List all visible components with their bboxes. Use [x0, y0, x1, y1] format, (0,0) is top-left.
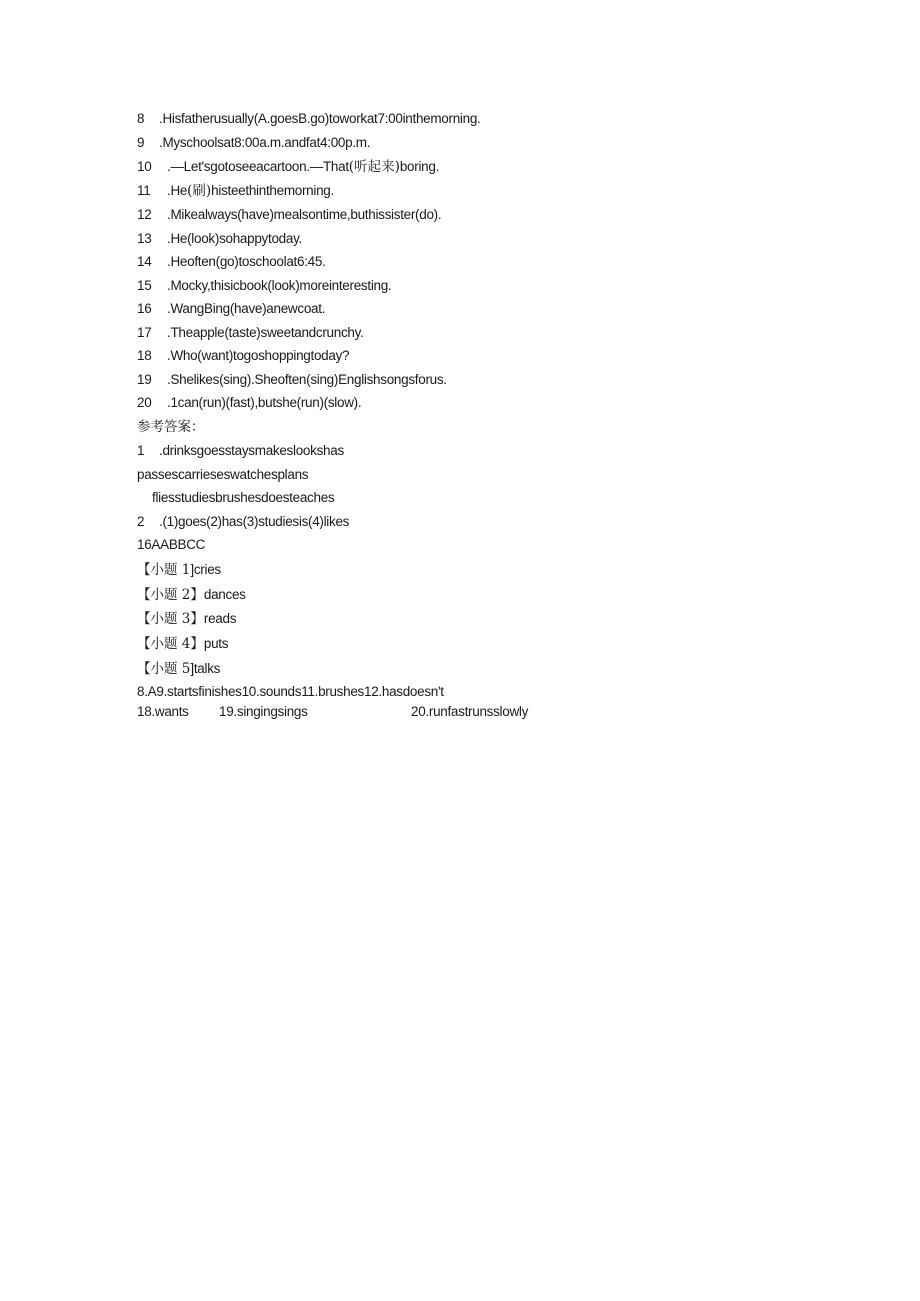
bracket-close: ]: [190, 661, 194, 676]
question-text: .Mocky,thisicbook(look)moreinteresting.: [167, 278, 392, 293]
question-number: 19: [137, 372, 152, 387]
answers-heading: 参考答案：: [137, 419, 205, 435]
question-text: .Myschoolsat8:00a.m.andfat4:00p.m.: [159, 135, 371, 150]
question-18: [137, 347, 349, 365]
question-text: .Hisfatherusually(A.goesB.go)toworkat7:00inthemorning.: [159, 111, 481, 126]
bracket-open: 【: [137, 661, 151, 677]
question-19: [137, 371, 447, 389]
sub-answer-text: puts: [203, 636, 229, 651]
answer-4: 8.A9.startsfinishes10.sounds11.brushes12.hasdoesn't: [137, 684, 444, 699]
bracket-close: ]: [190, 562, 194, 577]
question-text: .1can(run)(fast),butshe(run)(slow).: [167, 395, 362, 410]
bracket-open: 【: [137, 636, 151, 652]
question-9: [137, 134, 370, 152]
question-text: .Mikealways(have)mealsontime,buthissister(do).: [167, 207, 442, 222]
question-12: [137, 206, 441, 224]
question-text: .—Let'sgotoseeacartoon.—That: [167, 159, 349, 174]
question-text: .Shelikes(sing).Sheoften(sing)Englishsongsforus.: [167, 372, 447, 387]
bracket-close: 】: [190, 587, 204, 603]
bracket-open: 【: [137, 587, 151, 603]
question-number: 13: [137, 231, 152, 246]
question-17: [137, 324, 364, 342]
sub-answer-text: dances: [203, 587, 246, 602]
sub-answer-text: cries: [193, 562, 221, 577]
question-number: 15: [137, 278, 152, 293]
sub-answer-2: [137, 586, 246, 604]
answer-5-part-2: 19.singingsings: [219, 704, 308, 719]
answer-1-line-2: passescarrieseswatchesplans: [137, 467, 309, 482]
answer-5-part-1: 18.wants: [137, 704, 189, 719]
question-20: [137, 394, 361, 412]
answer-2: [137, 513, 349, 531]
answer-1-line-1: [137, 442, 344, 460]
question-10: [137, 158, 439, 176]
sub-answer-label: 小题 5: [150, 661, 191, 677]
question-text: .WangBing(have)anewcoat.: [167, 301, 326, 316]
question-number: 9: [137, 135, 145, 150]
bracket-close: 】: [190, 611, 204, 627]
question-text: .He(look)sohappytoday.: [167, 231, 302, 246]
question-text: .Heoften(go)toschoolat6:45.: [167, 254, 326, 269]
answer-5-part-3: 20.runfastrunsslowly: [411, 704, 529, 719]
sub-answer-label: 小题 2: [150, 587, 191, 603]
sub-answer-label: 小题 4: [150, 636, 191, 652]
answer-number: 1: [137, 443, 145, 458]
bracket-open: 【: [137, 562, 151, 578]
question-number: 18: [137, 348, 152, 363]
question-8: [137, 110, 480, 128]
question-text: histeethinthemorning.: [211, 183, 334, 198]
question-15: [137, 277, 391, 295]
sub-answer-5: [137, 660, 220, 678]
sub-answer-text: reads: [203, 611, 237, 626]
question-13: [137, 230, 302, 248]
question-number: 12: [137, 207, 152, 222]
question-text: boring.: [399, 159, 440, 174]
question-text: .He: [167, 183, 188, 198]
bracket-open: 【: [137, 611, 151, 627]
sub-answer-label: 小题 3: [150, 611, 191, 627]
answer-3: 16AABBCC: [137, 537, 206, 552]
question-text: .Theapple(taste)sweetandcrunchy.: [167, 325, 364, 340]
sub-answer-1: [137, 561, 221, 579]
question-14: [137, 253, 326, 271]
question-number: 14: [137, 254, 152, 269]
question-number: 10: [137, 159, 152, 174]
answer-1-line-3: fliesstudiesbrushesdoesteaches: [152, 490, 335, 505]
question-11: [137, 182, 334, 200]
question-hint: (听起来): [348, 159, 400, 175]
question-text: .Who(want)togoshoppingtoday?: [167, 348, 350, 363]
sub-answer-3: [137, 610, 236, 628]
question-number: 20: [137, 395, 152, 410]
sub-answer-text: talks: [193, 661, 221, 676]
question-number: 16: [137, 301, 152, 316]
question-16: [137, 300, 325, 318]
sub-answer-4: [137, 635, 228, 653]
question-number: 8: [137, 111, 145, 126]
sub-answer-label: 小题 1: [150, 562, 191, 578]
question-number: 17: [137, 325, 152, 340]
answer-text: .(1)goes(2)has(3)studiesis(4)likes: [159, 514, 350, 529]
bracket-close: 】: [190, 636, 204, 652]
answer-text: .drinksgoesstaysmakeslookshas: [159, 443, 344, 458]
question-hint: (刷): [187, 183, 212, 199]
question-number: 11: [137, 183, 151, 198]
answer-number: 2: [137, 514, 145, 529]
